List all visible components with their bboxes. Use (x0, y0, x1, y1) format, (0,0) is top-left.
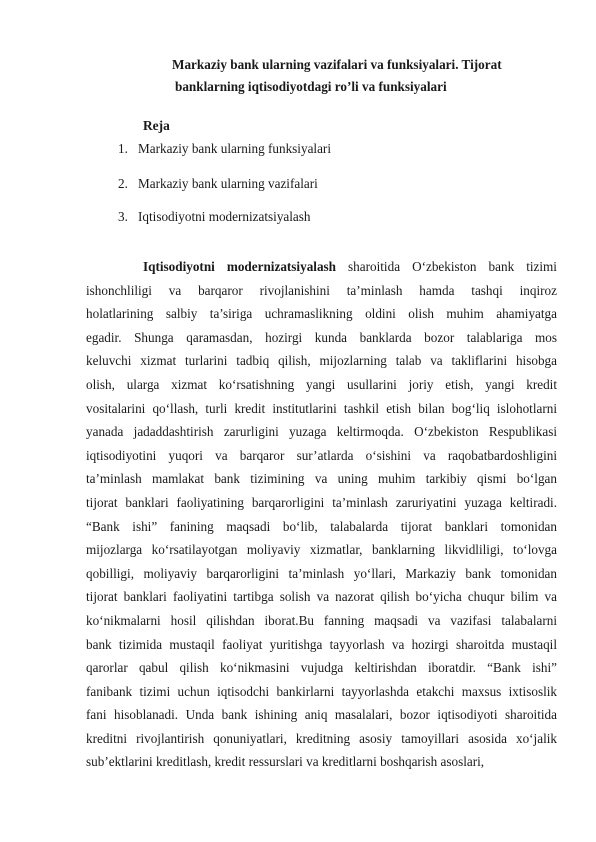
paragraph-line: qobilligi, moliyaviy barqarorligini ta’minlash yo‘llari, Markaziy bank tomonidan (86, 565, 557, 581)
plan-item (118, 141, 331, 157)
plan-heading: Reja (143, 118, 170, 133)
plan-item-number: 3. (118, 209, 128, 224)
plan-item (118, 209, 311, 225)
plan-item-text: Markaziy bank ularning funksiyalari (138, 141, 331, 156)
plan-item-number: 1. (118, 141, 128, 156)
paragraph-line: tijorat banklari faoliyatining barqarorligini ta’minlash zaruriyatini yuzaga keltiradi. (86, 494, 557, 510)
paragraph-line: holatlarining salbiy ta’siriga uchramaslikning oldini olish muhim ahamiyatga (86, 306, 557, 322)
plan-item-number: 2. (118, 176, 128, 191)
paragraph-line: olish, ularga xizmat ko‘rsatishning yangi usullarini joriy etish, yangi kredit (86, 376, 557, 392)
paragraph-line: egadir. Shunga qaramasdan, hozirgi kunda banklarda bozor talablariga mos (86, 329, 557, 345)
paragraph-line: bank tizimida mustaqil faoliyat yuritishga tayyorlash va hozirgi sharoitda mustaqil (86, 636, 557, 652)
paragraph-line: tijorat banklari faoliyatini tartibga solish va nazorat qilish bo‘yicha chuqur bilim va (86, 589, 557, 605)
lead-text: sharoitida O‘zbekiston bank tizimi (336, 259, 557, 274)
paragraph-line: fanibank tizimi uchun iqtisodchi bankirlarni tayyorlashda etakchi maxsus ixtisoslik (86, 683, 557, 699)
paragraph-line: yanada jadaddashtirish zarurligini yuzaga keltirmoqda. O‘zbekiston Respublikasi (86, 424, 557, 440)
plan-item (118, 176, 318, 192)
title-line-1: Markaziy bank ularning vazifalari va funksiyalari. Tijorat (172, 57, 502, 72)
lead-bold-term: Iqtisodiyotni modernizatsiyalash (143, 259, 337, 274)
paragraph-line: fani hisoblanadi. Unda bank ishining aniq masalalari, bozor iqtisodiyoti sharoitida (86, 707, 557, 723)
body-paragraph (86, 255, 557, 774)
paragraph-line: keluvchi xizmat turlarini tadbiq qilish, mijozlarning talab va takliflarini hisobga (86, 353, 557, 369)
title-line-2: banklarning iqtisodiyotdagi ro’li va funksiyalari (175, 79, 447, 94)
paragraph-line: “Bank ishi” fanining maqsadi bo‘lib, talabalarda tijorat banklari tomonidan (86, 518, 557, 534)
paragraph-line: iqtisodiyotini yuqori va barqaror sur’atlarda o‘sishini va raqobatbardoshligini (86, 447, 557, 463)
paragraph-line: kreditni rivojlantirish qonuniyatlari, kreditning asosiy tamoyillari asosida xo‘jalik (86, 730, 557, 746)
paragraph-first-line (86, 255, 557, 279)
paragraph-line: ko‘nikmalarni hosil qilishdan iborat.Bu fanning maqsadi va vazifasi talabalarni (86, 612, 557, 628)
plan-item-text: Iqtisodiyotni modernizatsiyalash (138, 209, 311, 224)
paragraph-line: ta’minlash mamlakat bank tizimining va uning muhim tarkibiy qismi bo‘lgan (86, 471, 557, 487)
paragraph-line: vositalarini qo‘llash, turli kredit institutlarini tashkil etish bilan bog‘liq islohotlarni (86, 400, 557, 416)
paragraph-line: sub’ektlarini kreditlash, kredit ressurslari va kreditlarni boshqarish asoslari, (86, 754, 485, 770)
paragraph-line: mijozlarga ko‘rsatilayotgan moliyaviy xizmatlar, banklarning likvidliligi, to‘lovga (86, 542, 557, 558)
paragraph-line: qarorlar qabul qilish ko‘nikmasini vujudga keltirishdan iboratdir. “Bank ishi” (86, 660, 557, 676)
paragraph-line: ishonchliligi va barqaror rivojlanishini ta’minlash hamda tashqi inqiroz (86, 282, 557, 298)
plan-item-text: Markaziy bank ularning vazifalari (138, 176, 318, 191)
